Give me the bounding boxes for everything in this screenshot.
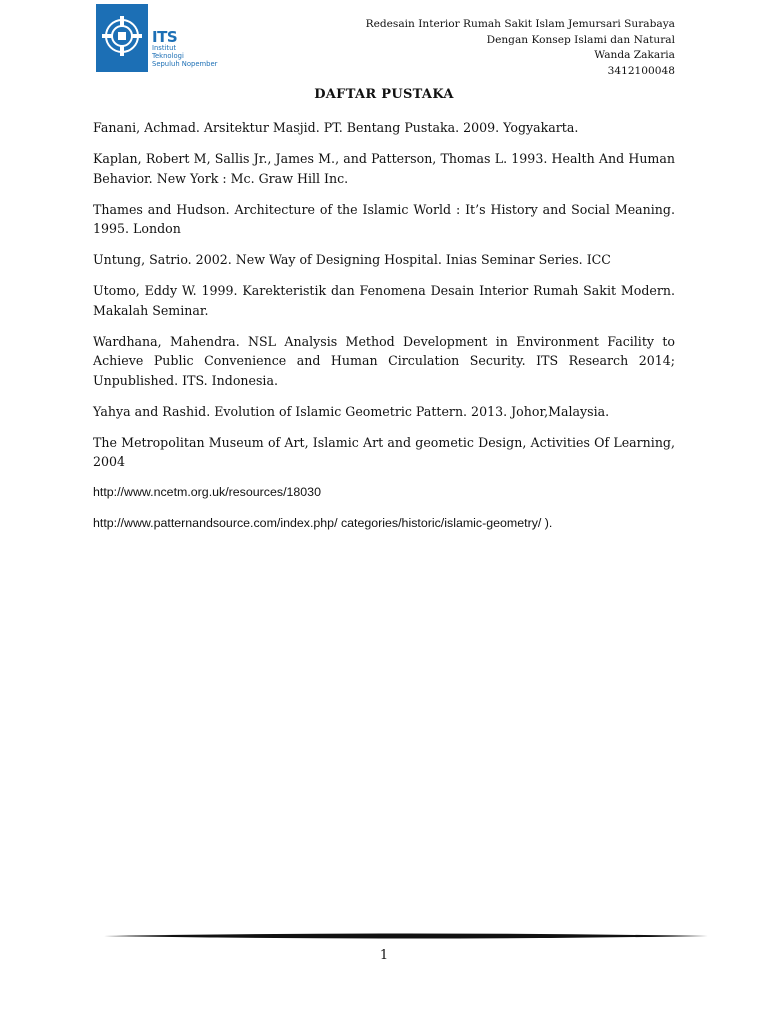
reference-item: Thames and Hudson. Architecture of the Islamic World : It’s History and Social Meaning. 1995. London <box>93 201 675 236</box>
logo-line: Teknologi <box>152 52 184 60</box>
header-thesis-title: Redesain Interior Rumah Sakit Islam Jemursari Surabaya <box>365 18 675 30</box>
page-number: 1 <box>379 948 389 963</box>
reference-item: Untung, Satrio. 2002. New Way of Designing Hospital. Inias Seminar Series. ICC <box>93 252 611 267</box>
logo-line: Sepuluh Nopember <box>152 60 218 68</box>
header-author: Wanda Zakaria <box>594 49 675 62</box>
running-header <box>366 17 675 79</box>
its-emblem-icon <box>96 4 148 72</box>
reference-url: http://www.patternandsource.com/index.php/ categories/historic/islamic-geometry/ ). <box>93 516 553 530</box>
page-title: DAFTAR PUSTAKA <box>314 87 454 102</box>
reference-list <box>93 118 675 545</box>
reference-url: http://www.ncetm.org.uk/resources/18030 <box>93 485 321 499</box>
reference-item: Fanani, Achmad. Arsitektur Masjid. PT. Bentang Pustaka. 2009. Yogyakarta. <box>93 120 579 135</box>
reference-item: Yahya and Rashid. Evolution of Islamic Geometric Pattern. 2013. Johor,Malaysia. <box>93 403 610 419</box>
reference-item: Kaplan, Robert M, Sallis Jr., James M., and Patterson, Thomas L. 1993. Health And Human Behavior. New York : Mc. Graw Hill Inc. <box>93 151 675 186</box>
header-student-id: 3412100048 <box>607 64 675 77</box>
logo-line: Institut <box>152 44 177 52</box>
reference-item: The Metropolitan Museum of Art, Islamic Art and geometic Design, Activities Of Learning, 2004 <box>93 434 675 469</box>
reference-item: Wardhana, Mahendra. NSL Analysis Method Development in Environment Facility to Achieve Public Convenience and Human Circulation Security. ITS Research 2014; Unpublished. ITS. Indonesia. <box>93 333 675 388</box>
its-logo <box>96 4 148 72</box>
reference-item: Utomo, Eddy W. 1999. Karekteristik dan Fenomena Desain Interior Rumah Sakit Modern. Makalah Seminar. <box>93 283 675 318</box>
logo-wordmark <box>152 30 232 68</box>
header-thesis-subtitle: Dengan Konsep Islami dan Natural <box>486 33 675 46</box>
logo-word: ITS <box>152 28 178 46</box>
footer-divider <box>104 930 708 942</box>
